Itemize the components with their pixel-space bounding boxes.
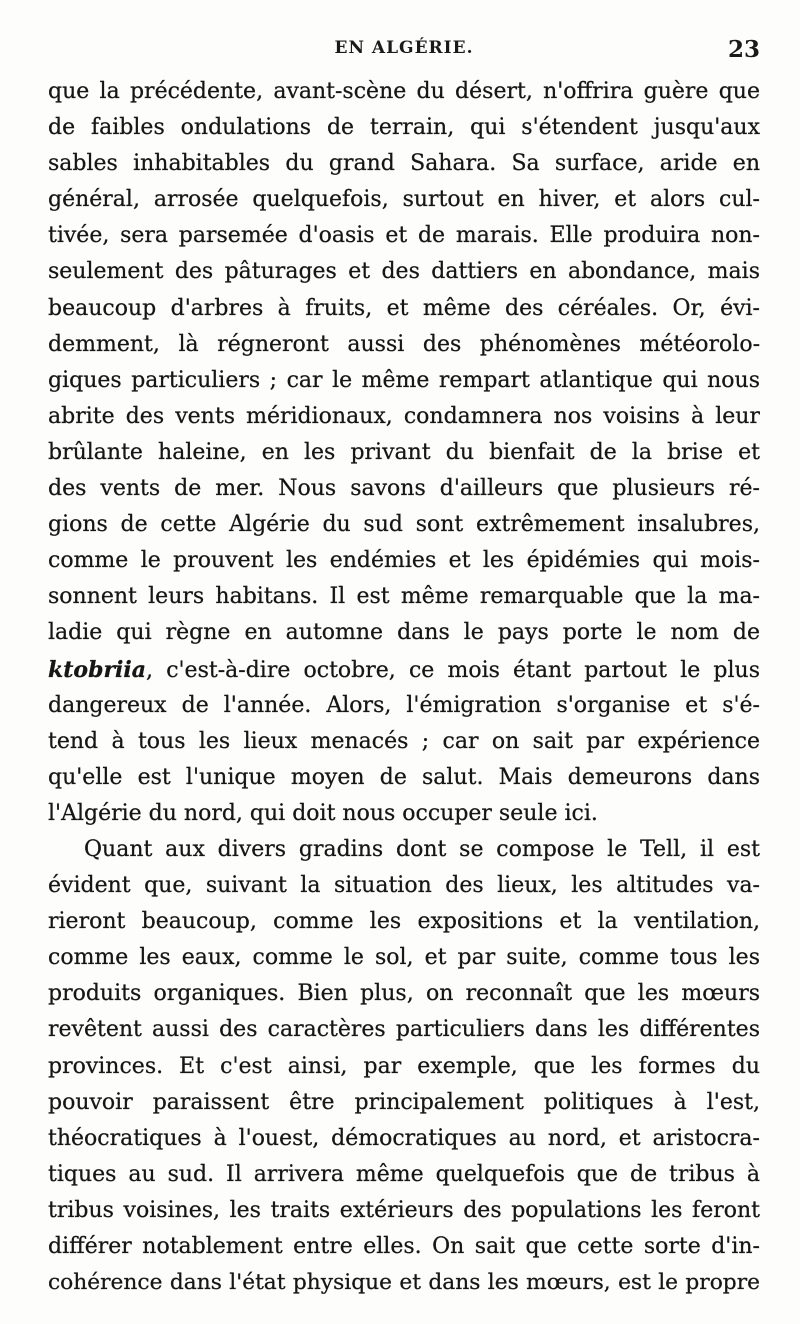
text-line: comme les eaux, comme le sol, et par suite, comme tous les	[48, 945, 760, 971]
text-line: sables inhabitables du grand Sahara. Sa surface, aride en	[48, 151, 760, 177]
text-line: giques particuliers ; car le même rempart atlantique qui nous	[48, 367, 760, 393]
text-line-rest: , c'est-à-dire octobre, ce mois étant partout le plus	[146, 657, 760, 683]
text-line: rieront beaucoup, comme les expositions et la ventilation,	[48, 909, 760, 935]
text-line: provinces. Et c'est ainsi, par exemple, que les formes du	[48, 1053, 760, 1079]
text-line: sonnent leurs habitans. Il est même remarquable que la ma-	[48, 584, 760, 610]
text-line: tiques au sud. Il arrivera même quelquefois que de tribus à	[48, 1161, 760, 1187]
text-line: de faibles ondulations de terrain, qui s'étendent jusqu'aux	[48, 115, 760, 141]
text-line: comme le prouvent les endémies et les épidémies qui mois-	[48, 548, 760, 574]
text-line: évident que, suivant la situation des lieux, les altitudes va-	[48, 873, 760, 899]
page-number: 23	[727, 36, 760, 63]
text-line: qu'elle est l'unique moyen de salut. Mais demeurons dans	[48, 764, 760, 790]
body-text	[48, 74, 760, 1301]
text-line: théocratiques à l'ouest, démocratiques au nord, et aristocra-	[48, 1125, 760, 1151]
running-title: EN ALGÉRIE.	[334, 38, 474, 58]
text-line: abrite des vents méridionaux, condamnera nos voisins à leur	[48, 403, 760, 429]
text-line: tribus voisines, les traits extérieurs des populations les feront	[48, 1197, 760, 1223]
text-line: produits organiques. Bien plus, on reconnaît que les mœurs	[48, 981, 760, 1007]
text-line: dangereux de l'année. Alors, l'émigration s'organise et s'é-	[48, 692, 760, 718]
running-head	[48, 38, 760, 68]
text-line: beaucoup d'arbres à fruits, et même des céréales. Or, évi-	[48, 295, 760, 321]
text-line: général, arrosée quelquefois, surtout en hiver, et alors cul-	[48, 187, 760, 213]
text-line: revêtent aussi des caractères particuliers dans les différentes	[48, 1017, 760, 1043]
text-line: tivée, sera parsemée d'oasis et de marais. Elle produira non-	[48, 223, 760, 249]
text-line: gions de cette Algérie du sud sont extrêmement insalubres,	[48, 512, 760, 538]
text-line: que la précédente, avant-scène du désert, n'offrira guère que	[48, 79, 760, 104]
text-line: seulement des pâturages et des dattiers en abondance, mais	[48, 259, 760, 285]
text-line-ktobriia	[48, 652, 760, 688]
text-line: des vents de mer. Nous savons d'ailleurs que plusieurs ré-	[48, 476, 760, 502]
text-line: pouvoir paraissent être principalement politiques à l'est,	[48, 1089, 760, 1115]
text-line: demment, là régneront aussi des phénomènes météorolo-	[48, 331, 760, 357]
text-line: cohérence dans l'état physique et dans les mœurs, est le propre	[48, 1270, 760, 1296]
text-line: tend à tous les lieux menacés ; car on sait par expérience	[48, 728, 760, 754]
text-line: brûlante haleine, en les privant du bienfait de la brise et	[48, 439, 760, 465]
paragraph-end-line: l'Algérie du nord, qui doit nous occuper seule ici.	[48, 800, 598, 826]
text-line: ladie qui règne en automne dans le pays porte le nom de	[48, 620, 760, 646]
text-line: différer notablement entre elles. On sait que cette sorte d'in-	[48, 1234, 760, 1259]
paragraph-start-line: Quant aux divers gradins dont se compose le Tell, il est	[84, 836, 760, 862]
italic-term: ktobriia	[48, 656, 147, 683]
